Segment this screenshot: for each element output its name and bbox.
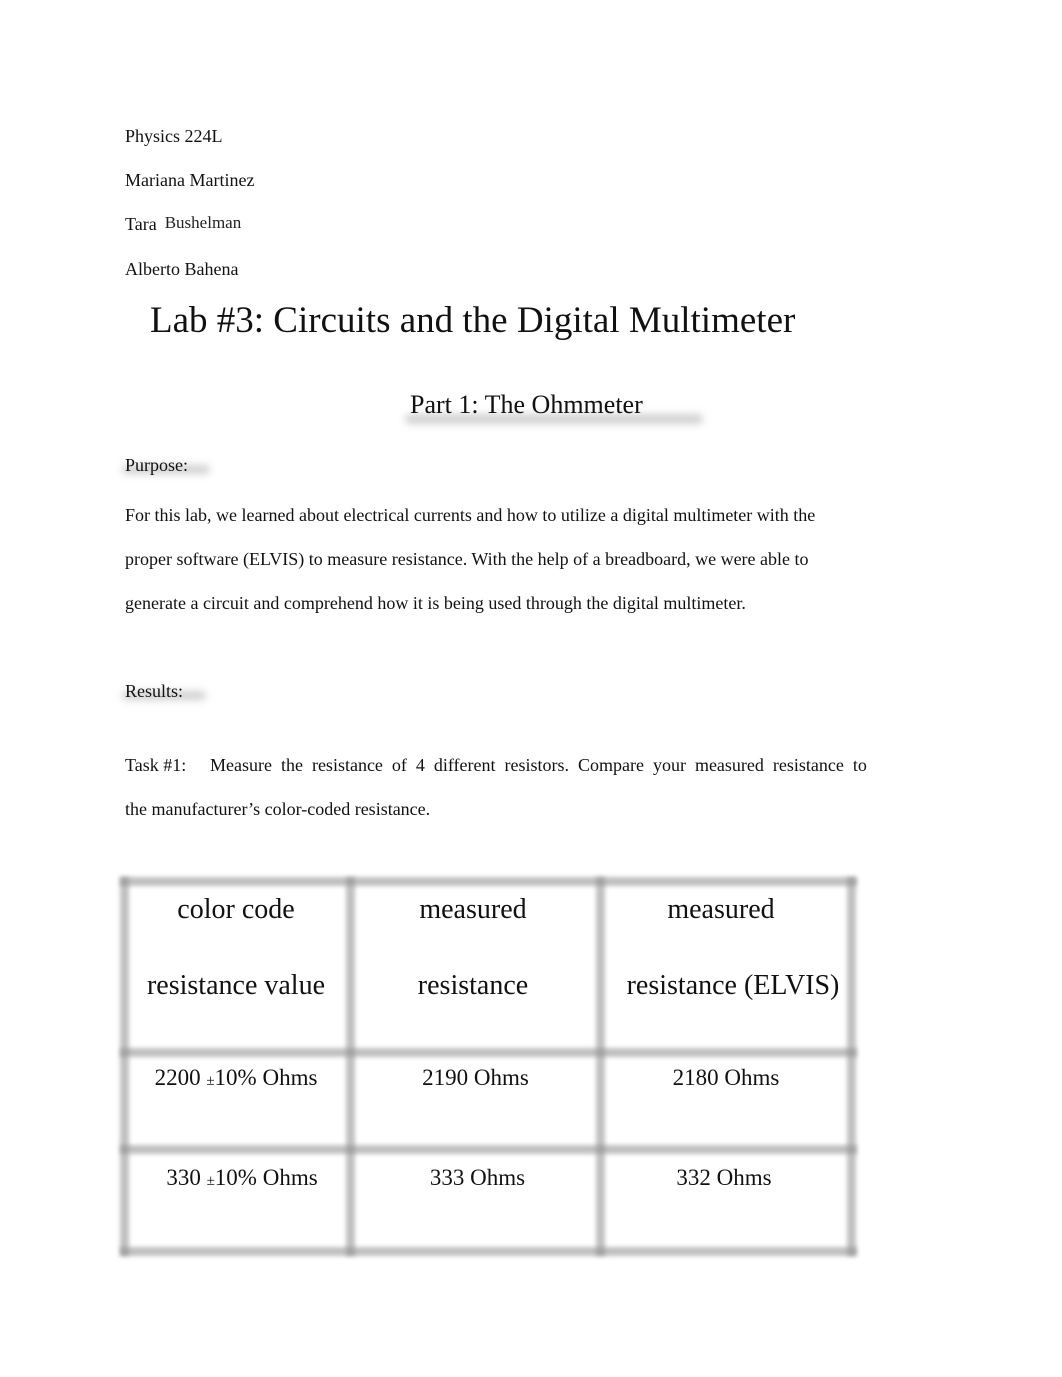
author-last-name: Bushelman [164,213,242,232]
author-name: Alberto Bahena [125,259,239,279]
plus-minus-symbol: ± [206,1173,215,1189]
task-word: resistance [311,755,383,775]
task-word: your [652,755,686,775]
purpose-paragraph [125,493,867,625]
table-border [120,1247,857,1256]
resistance-value: 330 [166,1165,201,1190]
table-cell-color-code [126,1063,346,1096]
header-line: resistance [417,970,529,1001]
task-line [125,743,867,787]
header-line: resistance value [146,970,326,1001]
tolerance: 10% [214,1065,257,1090]
header-line: measured [667,894,775,925]
table-header-cell [355,872,591,1024]
header-line: color code [177,894,295,925]
document-title: Lab #3: Circuits and the Digital Multimeter [150,300,796,341]
results-heading: Results: [125,681,184,701]
table-cell-elvis: 2180 Ohms [672,1065,780,1090]
course-name: Physics 224L [125,126,223,146]
task-word: Measure [210,755,272,775]
table-header-cell [601,872,865,1024]
table-cell-measured: 333 Ohms [429,1165,526,1190]
purpose-line: proper software (ELVIS) to measure resistance. With the help of a breadboard, we were able to [125,549,809,569]
section-subtitle: Part 1: The Ohmmeter [410,390,643,419]
resistance-table [120,877,857,1258]
table-cell-elvis: 332 Ohms [676,1165,772,1190]
header-line: measured [419,894,527,925]
task-word: to [852,755,867,775]
header-line: resistance (ELVIS) [626,970,840,1001]
task-line: the manufacturer’s color-coded resistance. [125,799,431,819]
unit: Ohms [262,1065,318,1090]
author-name [125,213,241,236]
purpose-line: For this lab, we learned about electrical currents and how to utilize a digital multimeter with the [125,505,816,525]
author-first-name: Tara [125,214,157,234]
table-header-cell [126,872,346,1024]
table-row-divider [120,1048,857,1057]
resistance-value: 2200 [154,1065,201,1090]
task-word: resistors. [504,755,569,775]
task-label: Task #1: [125,755,187,775]
task-word: resistance [772,755,844,775]
purpose-line: generate a circuit and comprehend how it is being used through the digital multimeter. [125,593,746,613]
task-word: 4 [415,755,425,775]
task-word: measured [694,755,764,775]
author-name: Mariana Martinez [125,170,255,190]
table-cell-color-code [132,1163,352,1196]
unit: Ohms [262,1165,318,1190]
task-word: the [280,755,303,775]
task-word: of [391,755,407,775]
table-column-divider [346,877,355,1256]
task-description [125,743,867,831]
task-word: Compare [577,755,644,775]
task-instruction [210,743,867,787]
table-row-divider [120,1145,857,1154]
tolerance: 10% [214,1165,257,1190]
table-cell-measured: 2190 Ohms [422,1065,529,1090]
task-word: different [433,755,496,775]
purpose-heading: Purpose: [125,455,188,475]
plus-minus-symbol: ± [206,1073,215,1089]
